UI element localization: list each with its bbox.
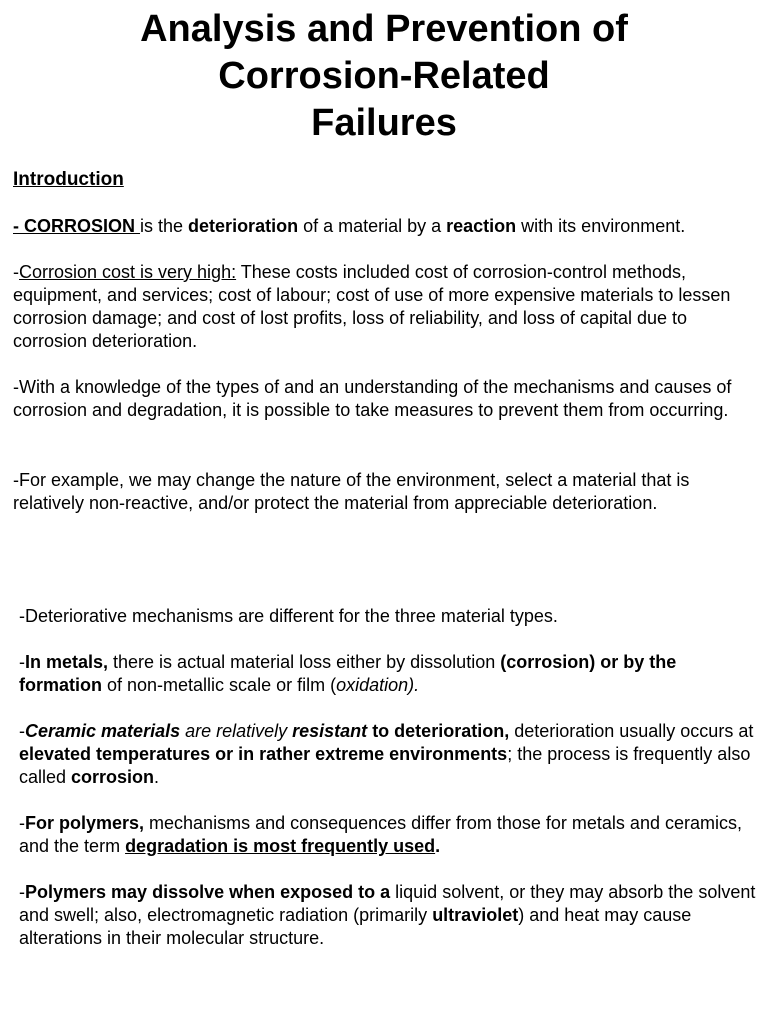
paragraph-metals (19, 651, 759, 697)
document-title (0, 6, 768, 147)
underlined-span: Corrosion cost is very high: (19, 262, 237, 282)
bold-span: ultraviolet (432, 905, 519, 925)
paragraph-knowledge (13, 376, 761, 422)
text-span: of non-metallic scale or film ( (102, 675, 337, 695)
text-span: ) and heat may cause alterations in their molecular structure. (19, 905, 692, 948)
paragraph-corrosion-definition (13, 215, 761, 238)
title-line-2: Corrosion-Related (218, 55, 550, 97)
text-span: mechanisms and consequences differ from those for metals and ceramics, and the term (19, 813, 742, 856)
bold-underlined-span: degradation is most frequently used (125, 836, 436, 856)
text-span: - (19, 882, 25, 902)
title-line-3: Failures (311, 102, 457, 144)
text-span: of a material by a (298, 216, 447, 236)
bold-span: For polymers, (25, 813, 145, 833)
paragraph-example (13, 469, 761, 515)
bold-span: In metals, (25, 652, 109, 672)
paragraph-ceramics (19, 720, 759, 789)
italic-span: oxidation). (336, 675, 420, 695)
bold-span: elevated temperatures or in rather extreme environments (19, 744, 508, 764)
text-span: . (154, 767, 160, 787)
text-span: -For example, we may change the nature of the environment, select a material that is relatively non-reactive, and/or protect the material from appreciable deterioration. (13, 470, 690, 513)
introduction-heading: Introduction (13, 169, 124, 190)
paragraph-deteriorative-mechanisms (19, 605, 759, 628)
text-span: -Deteriorative mechanisms are different for the three material types. (19, 606, 558, 626)
bold-span: corrosion (71, 767, 155, 787)
bold-span: Polymers may dissolve when exposed to a (25, 882, 391, 902)
bold-span: to deterioration, (367, 721, 510, 741)
bold-span: (corrosion) or by the formation (19, 652, 677, 695)
title-line-1: Analysis and Prevention of (140, 8, 628, 50)
text-span: with its environment. (516, 216, 686, 236)
text-span: -With a knowledge of the types of and an understanding of the mechanisms and causes of corrosion and degradation, it is possible to take measures to prevent them from occurring. (13, 377, 732, 420)
text-span: - (19, 721, 25, 741)
text-span: - (19, 652, 25, 672)
bold-italic-span: resistant (292, 721, 368, 741)
italic-span: are relatively (180, 721, 293, 741)
bold-span: . (435, 836, 441, 856)
text-span: - (19, 813, 25, 833)
paragraph-polymers (19, 812, 759, 858)
text-span: there is actual material loss either by dissolution (108, 652, 501, 672)
corrosion-term: - CORROSION (13, 216, 141, 236)
bold-span: deterioration (188, 216, 299, 236)
text-span: - (13, 262, 19, 282)
bold-span: reaction (446, 216, 517, 236)
text-span: liquid solvent, or they may absorb the solvent and swell; also, electromagnetic radiation (primarily (19, 882, 756, 925)
paragraph-corrosion-cost (13, 261, 761, 353)
paragraph-polymers-dissolve (19, 881, 759, 950)
text-span: deterioration usually occurs at (509, 721, 754, 741)
bold-italic-span: Ceramic materials (25, 721, 181, 741)
text-span: ; the process is frequently also called (19, 744, 751, 787)
text-span: is the (140, 216, 189, 236)
text-span: These costs included cost of corrosion-control methods, equipment, and services; cost of labour; cost of use of more expensive materials to lessen corrosion damage; and cost of lost profits, loss of reliability, and loss of capital due to corrosion deterioration. (13, 262, 731, 351)
